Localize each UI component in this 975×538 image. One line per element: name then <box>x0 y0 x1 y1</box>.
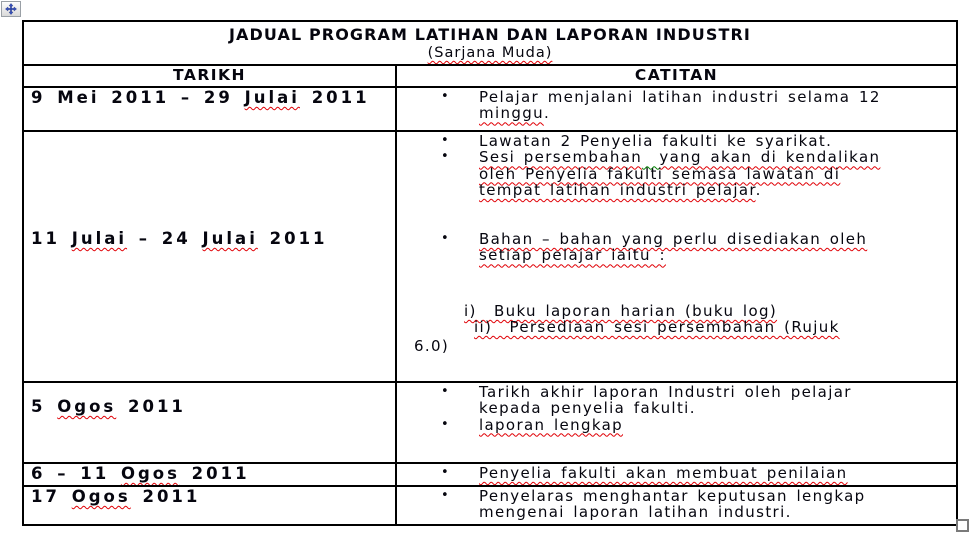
misspelled-text: (Sarjana Muda) <box>427 45 553 61</box>
note-line <box>401 166 950 182</box>
date-cell <box>23 486 396 525</box>
notes-cell <box>396 382 957 463</box>
table-move-handle[interactable] <box>1 1 21 17</box>
grammar-flagged-space <box>642 148 659 166</box>
bullet-icon: • <box>441 89 449 104</box>
note-line <box>401 247 950 263</box>
misspelled-text: minggu <box>479 104 544 123</box>
misspelled-text: i) Buku laporan harian (buku log) <box>464 301 778 320</box>
text-segment: 2011 <box>130 487 201 506</box>
note-line <box>401 133 950 149</box>
misspelled-text: Ogos <box>120 464 180 483</box>
misspelled-text: Julai <box>202 229 258 248</box>
table-row <box>23 382 957 463</box>
misspelled-text: Ogos <box>57 397 117 416</box>
table-title: JADUAL PROGRAM LATIHAN DAN LAPORAN INDUSTRI <box>228 25 751 44</box>
bullet-icon: • <box>441 133 449 148</box>
date-cell <box>23 87 396 131</box>
table-row <box>23 486 957 525</box>
schedule-table <box>22 20 958 526</box>
text-segment: Penyelaras menghantar keputusan lengkap <box>479 487 866 505</box>
note-line <box>401 400 950 416</box>
text-segment: . <box>543 104 551 123</box>
table-row <box>23 463 957 486</box>
notes-cell <box>396 463 957 486</box>
note-line <box>401 465 950 481</box>
text-segment: 6.0) <box>414 337 450 356</box>
note-line <box>401 149 950 165</box>
misspelled-text: Penyelia fakulti akan membuat penilaian <box>479 464 848 482</box>
misspelled-text: tempat latihan industri pelajar <box>479 180 756 199</box>
note-line <box>401 504 950 520</box>
date-cell <box>23 463 396 486</box>
note-line <box>401 303 950 319</box>
text-segment: . <box>755 180 762 199</box>
text-segment: 2011 <box>257 229 328 248</box>
text-segment: Tarikh akhir laporan Industri oleh pelajar <box>479 383 852 401</box>
text-segment: 6 – 11 <box>31 464 121 483</box>
note-line <box>401 417 950 433</box>
move-cross-icon <box>5 3 17 15</box>
misspelled-text: Bahan – bahan yang perlu disediakan oleh <box>479 230 868 249</box>
text-segment: 5 <box>31 397 58 416</box>
text-segment: 11 <box>31 229 72 248</box>
note-line <box>401 231 950 247</box>
header-row <box>23 65 957 87</box>
text-segment: 2011 <box>299 88 370 107</box>
bullet-icon: • <box>441 149 449 165</box>
note-line <box>401 384 950 400</box>
misspelled-text: laporan lengkap <box>479 415 624 434</box>
table-row <box>23 87 957 131</box>
column-header-tarikh: TARIKH <box>23 65 396 87</box>
note-line <box>401 105 950 121</box>
table-resize-handle[interactable] <box>956 519 969 532</box>
bullet-icon: • <box>441 384 449 399</box>
date-cell <box>23 382 396 463</box>
notes-cell <box>396 486 957 525</box>
misspelled-text: Ogos <box>71 487 131 506</box>
note-line <box>401 338 950 354</box>
table-row <box>23 131 957 382</box>
note-line <box>401 319 950 335</box>
date-cell <box>23 131 396 382</box>
note-line <box>401 488 950 504</box>
text-segment: Lawatan 2 Penyelia fakulti ke syarikat. <box>479 132 833 150</box>
notes-cell <box>396 87 957 131</box>
text-segment: – 24 <box>127 229 203 248</box>
misspelled-text: Sesi persembahan <box>479 148 643 167</box>
text-segment: 2011 <box>116 397 186 416</box>
title-row <box>23 21 957 65</box>
misspelled-text: oleh Penyelia fakulti semasa lawatan di <box>479 164 841 183</box>
note-line <box>401 182 950 198</box>
bullet-icon: • <box>441 488 449 503</box>
bullet-icon: • <box>441 416 449 432</box>
text-segment: 9 Mei 2011 – 29 <box>31 88 245 107</box>
misspelled-text: yang akan di kendalikan <box>659 148 881 167</box>
misspelled-text: Julai <box>71 229 128 248</box>
misspelled-text: ii) Persediaan sesi persembahan (Rujuk <box>474 318 840 337</box>
bullet-icon: • <box>441 465 449 480</box>
text-segment: kepada penyelia fakulti. <box>479 399 696 418</box>
schedule-rows <box>23 87 957 525</box>
text-segment: mengenai laporan latihan industri. <box>479 503 792 522</box>
misspelled-text: Julai <box>244 88 300 107</box>
text-segment: Pelajar menjalani latihan industri selama 12 <box>479 88 881 106</box>
notes-cell <box>396 131 957 382</box>
note-line <box>401 89 950 105</box>
bullet-icon: • <box>441 231 449 247</box>
text-segment: 17 <box>31 487 72 506</box>
table-subtitle <box>24 45 956 62</box>
text-segment: 2011 <box>179 464 250 483</box>
misspelled-text: setiap pelajar iaitu : <box>479 246 666 265</box>
column-header-catitan: CATITAN <box>396 65 957 87</box>
